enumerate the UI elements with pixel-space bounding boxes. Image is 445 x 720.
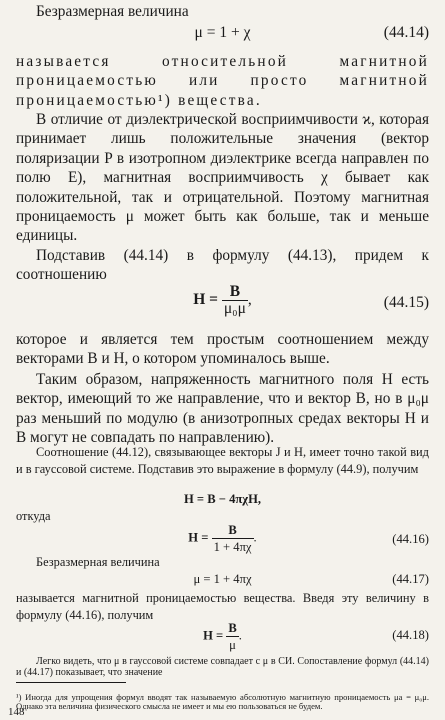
eq-lhs: H = (188, 530, 209, 545)
equation-44-14 (16, 24, 429, 54)
paragraph-2: В отличие от диэлектрической восприимчивости ϰ, которая принимает лишь положительные значения (вектор поляризации P в изотропном диэлектрике всегда направлен по полю E), магнитная восприимчивость χ бывает как положительной, так и отрицательной. Поэтому магнитная проницаемость μ может быть как больше, так и меньше единицы. (16, 111, 429, 245)
fraction-denominator: 1 + 4πχ (213, 540, 252, 554)
eq-lhs: H = (203, 628, 224, 643)
equation-formula: μ = 1 + 4πχ (193, 572, 252, 586)
footnote-rule (16, 682, 126, 683)
paragraph-4: которое и является тем простым соотношением между векторами B и H, о котором упоминалось выше. (16, 331, 429, 368)
fraction-denominator: μ₀μ (223, 300, 246, 317)
fraction-denominator: μ (229, 638, 236, 652)
equation-number: (44.14) (383, 24, 429, 41)
eq-punct: , (247, 291, 252, 309)
eq-punct: . (253, 530, 257, 545)
equation-44-15 (16, 284, 429, 324)
paragraph-5: Таким образом, напряженность магнитного поля H есть вектор, имеющий то же направление, что и вектор B, но в μ₀μ раз меньший по модулю (в анизотропных средах векторы H и B могут не совпадать по направлению). (16, 371, 429, 447)
eq-lhs: H = (193, 291, 218, 309)
page-number: 148 (8, 706, 25, 718)
fraction-numerator: B (228, 621, 237, 635)
fraction (226, 620, 238, 653)
equation-formula: H = B − 4πχH, (183, 492, 262, 506)
equation-number: (44.16) (392, 532, 429, 546)
fraction (222, 284, 248, 317)
equation-number: (44.18) (392, 628, 429, 642)
small-text-otkuda: откуда (16, 509, 51, 523)
footnote: ¹) Иногда для упрощения формул вводят так называемую абсолютную магнитную проницаемость μа = μ₀μ. Однако эта величина физического смысла не имеет и мы ею пользоваться не будем. (16, 691, 429, 712)
equation-formula: μ = 1 + χ (194, 24, 251, 41)
fraction (212, 522, 254, 555)
small-paragraph-4: Легко видеть, что μ в гауссовой системе совпадает с μ в СИ. Сопоставление формул (44.14) и (44.17) показывает, что значение (16, 656, 429, 678)
paragraph-3: Подставив (44.14) в формулу (44.13), придем к соотношению (16, 247, 429, 284)
equation-number: (44.15) (383, 294, 429, 311)
equation-44-18 (16, 620, 429, 656)
small-intro-2: Безразмерная величина (36, 555, 160, 569)
paragraph-1: называется относительной магнитной проницаемостью или просто магнитной проницаемостью¹) вещества. (16, 53, 429, 109)
small-paragraph-1: Соотношение (44.12), связывающее векторы J и H, имеет точно такой вид и в гауссовой системе. Подставив это выражение в формулу (44.9), получим (16, 445, 429, 476)
equation-number: (44.17) (392, 572, 429, 586)
eq-punct: . (238, 628, 242, 643)
intro-text: Безразмерная величина (36, 3, 189, 20)
small-paragraph-3: называется магнитной проницаемостью вещества. Введя эту величину в формулу (44.16), получим (16, 591, 429, 622)
fraction-numerator: B (212, 522, 254, 539)
fraction-numerator: B (222, 284, 248, 301)
